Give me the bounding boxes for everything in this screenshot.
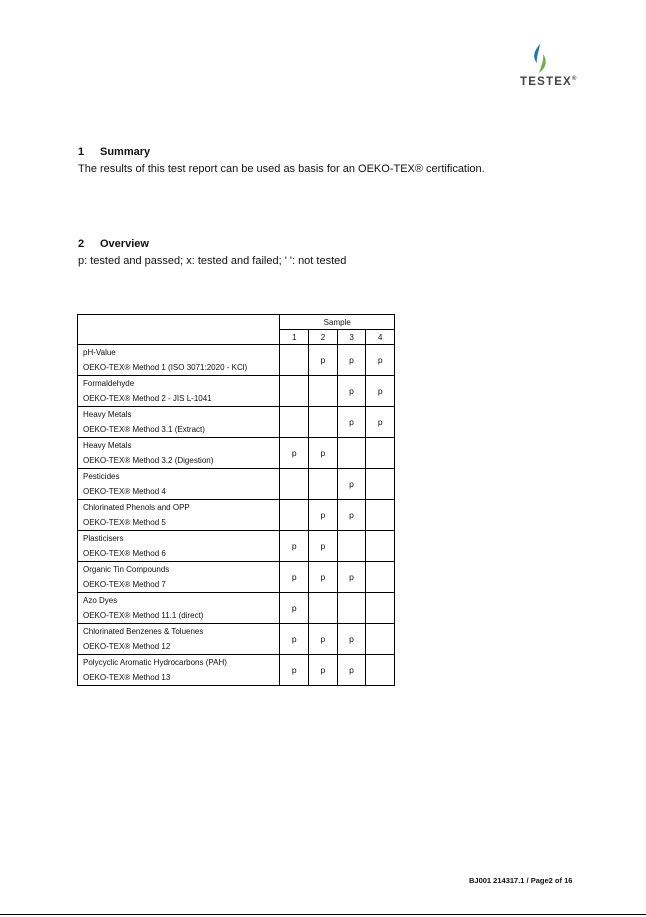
test-label-cell: [78, 500, 280, 531]
table-row: [78, 624, 395, 655]
result-cell: p: [309, 500, 338, 531]
test-label-cell: [78, 531, 280, 562]
summary-text: The results of this test report can be used as basis for an OEKO-TEX® certification.: [78, 163, 485, 175]
result-cell: p: [337, 407, 366, 438]
result-cell: p: [309, 655, 338, 686]
test-label-cell: [78, 655, 280, 686]
test-name: Pesticides: [83, 472, 120, 481]
test-label-cell: [78, 469, 280, 500]
table-row: [78, 655, 395, 686]
testex-logo: [512, 42, 582, 90]
table-row: [78, 407, 395, 438]
table-row: [78, 376, 395, 407]
test-name: Azo Dyes: [83, 596, 118, 605]
result-cell: p: [337, 562, 366, 593]
overview-legend: p: tested and passed; x: tested and failed; ' ': not tested: [78, 255, 347, 267]
result-cell: [309, 469, 338, 500]
testex-logo-icon: [528, 42, 552, 74]
result-cell: p: [309, 531, 338, 562]
test-label-cell: [78, 438, 280, 469]
result-cell: [366, 438, 395, 469]
test-name: Plasticisers: [83, 534, 124, 543]
result-cell: p: [366, 376, 395, 407]
test-label-cell: [78, 562, 280, 593]
result-cell: p: [280, 655, 309, 686]
test-method: OEKO-TEX® Method 3.2 (Digestion): [83, 456, 214, 465]
sample-number: 4: [366, 330, 395, 345]
section-heading-summary: 1 Summary: [78, 146, 151, 158]
table-row: [78, 562, 395, 593]
result-cell: p: [337, 500, 366, 531]
test-method: OEKO-TEX® Method 3.1 (Extract): [83, 425, 205, 434]
result-cell: p: [280, 624, 309, 655]
test-method: OEKO-TEX® Method 2 - JIS L-1041: [83, 394, 212, 403]
result-cell: p: [280, 562, 309, 593]
table-corner-cell: [78, 315, 280, 345]
table-row: [78, 500, 395, 531]
test-name: Chlorinated Phenols and OPP: [83, 503, 190, 512]
testex-logo-text: TESTEX®: [520, 76, 577, 88]
table-row: [78, 438, 395, 469]
result-cell: [337, 438, 366, 469]
test-label-cell: [78, 376, 280, 407]
result-cell: p: [309, 562, 338, 593]
table-header-row: [78, 315, 395, 330]
result-cell: [337, 531, 366, 562]
result-cell: p: [366, 407, 395, 438]
test-method: OEKO-TEX® Method 6: [83, 549, 166, 558]
test-method: OEKO-TEX® Method 7: [83, 580, 166, 589]
result-cell: [366, 531, 395, 562]
result-cell: p: [309, 438, 338, 469]
result-cell: [366, 624, 395, 655]
result-cell: p: [280, 438, 309, 469]
result-cell: p: [337, 655, 366, 686]
test-name: pH-Value: [83, 348, 116, 357]
table-row: [78, 345, 395, 376]
test-method: OEKO-TEX® Method 11.1 (direct): [83, 611, 204, 620]
result-cell: [280, 500, 309, 531]
test-label-cell: [78, 345, 280, 376]
test-label-cell: [78, 593, 280, 624]
result-cell: p: [309, 345, 338, 376]
test-name: Chlorinated Benzenes & Toluenes: [83, 627, 204, 636]
result-cell: [280, 407, 309, 438]
result-cell: [309, 593, 338, 624]
result-cell: [309, 376, 338, 407]
result-cell: p: [366, 345, 395, 376]
test-name: Heavy Metals: [83, 410, 132, 419]
test-method: OEKO-TEX® Method 4: [83, 487, 166, 496]
result-cell: [366, 655, 395, 686]
table-row: [78, 469, 395, 500]
result-cell: p: [337, 345, 366, 376]
result-cell: [280, 345, 309, 376]
test-method: OEKO-TEX® Method 5: [83, 518, 166, 527]
result-cell: p: [337, 376, 366, 407]
section-heading-overview: 2 Overview: [78, 238, 149, 250]
result-cell: p: [280, 593, 309, 624]
test-method: OEKO-TEX® Method 1 (ISO 3071:2020 - KCl): [83, 363, 248, 372]
test-name: Formaldehyde: [83, 379, 135, 388]
result-cell: [337, 593, 366, 624]
result-cell: [280, 376, 309, 407]
result-cell: [280, 469, 309, 500]
sample-number: 3: [337, 330, 366, 345]
result-cell: [366, 469, 395, 500]
result-cell: [366, 562, 395, 593]
result-cell: [366, 500, 395, 531]
sample-header: Sample: [280, 315, 395, 330]
sample-number: 2: [309, 330, 338, 345]
page-bottom-divider: [0, 914, 646, 915]
test-method: OEKO-TEX® Method 12: [83, 642, 171, 651]
result-cell: p: [337, 624, 366, 655]
test-label-cell: [78, 624, 280, 655]
result-cell: p: [337, 469, 366, 500]
result-cell: p: [309, 624, 338, 655]
table-row: [78, 531, 395, 562]
test-name: Heavy Metals: [83, 441, 132, 450]
table-row: [78, 593, 395, 624]
result-cell: [366, 593, 395, 624]
overview-table: [77, 314, 395, 686]
test-label-cell: [78, 407, 280, 438]
sample-number: 1: [280, 330, 309, 345]
result-cell: p: [280, 531, 309, 562]
test-name: Polycyclic Aromatic Hydrocarbons (PAH): [83, 658, 227, 667]
result-cell: [309, 407, 338, 438]
test-method: OEKO-TEX® Method 13: [83, 673, 171, 682]
test-name: Organic Tin Compounds: [83, 565, 170, 574]
page-footer: BJ001 214317.1 / Page2 of 16: [469, 876, 573, 885]
